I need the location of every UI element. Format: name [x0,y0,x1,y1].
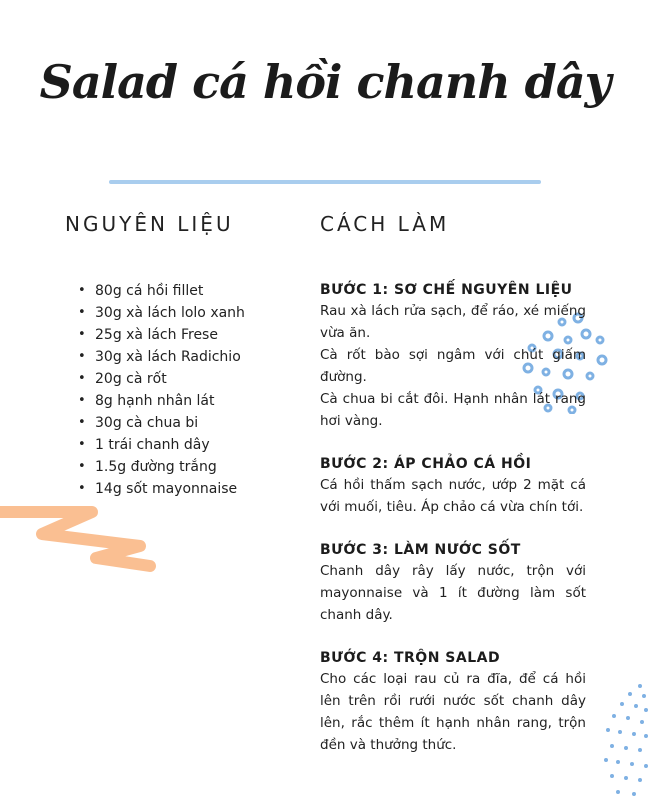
list-item: • 30g cà chua bi [78,412,245,434]
ingredients-list [78,280,245,500]
orange-brush-stroke-icon [0,498,160,578]
step-title: BƯỚC 3: LÀM NƯỚC SỐT [320,542,521,558]
step-title: BƯỚC 4: TRỘN SALAD [320,650,501,666]
step-2 [320,454,586,518]
step-text: Cá hồi thấm sạch nước, ướp 2 mặt cá với muối, tiêu. Áp chảo cá vừa chín tới. [320,477,586,515]
page-title: Salad cá hồi chanh dây [39,55,611,109]
list-item: • 30g xà lách Radichio [78,346,245,368]
list-item: • 30g xà lách lolo xanh [78,302,245,324]
list-item: • 8g hạnh nhân lát [78,390,245,412]
step-text: Cho các loại rau củ ra đĩa, để cá hồi lên trên rồi rưới nước sốt chanh dây lên, rắc thêm ít hạnh nhân rang, trộn đền và thưởng thức. [320,671,586,753]
step-text: Cà rốt bào sợi ngâm với chút giấm đường. [320,347,586,385]
list-item: • 80g cá hồi fillet [78,280,245,302]
title-divider [109,180,541,184]
step-text: Rau xà lách rửa sạch, để ráo, xé miếng vừa ăn. [320,303,586,341]
step-3 [320,540,586,626]
blue-dot-pattern-icon [600,680,650,800]
step-1 [320,280,586,432]
step-title: BƯỚC 2: ÁP CHẢO CÁ HỒI [320,456,532,472]
list-item: • 1 trái chanh dây [78,434,245,456]
ingredients-heading: NGUYÊN LIỆU [65,212,234,236]
list-item: • 20g cà rốt [78,368,245,390]
step-4 [320,648,586,756]
step-text: Chanh dây rây lấy nước, trộn với mayonnaise và 1 ít đường làm sốt chanh dây. [320,563,586,623]
method-heading: CÁCH LÀM [320,212,450,236]
list-item: • 1.5g đường trắng [78,456,245,478]
step-title: BƯỚC 1: SƠ CHẾ NGUYÊN LIỆU [320,282,573,298]
step-text: Cà chua bi cắt đôi. Hạnh nhân lát rang hơi vàng. [320,391,586,429]
method-steps [320,280,586,778]
list-item: • 14g sốt mayonnaise [78,478,245,500]
list-item: • 25g xà lách Frese [78,324,245,346]
